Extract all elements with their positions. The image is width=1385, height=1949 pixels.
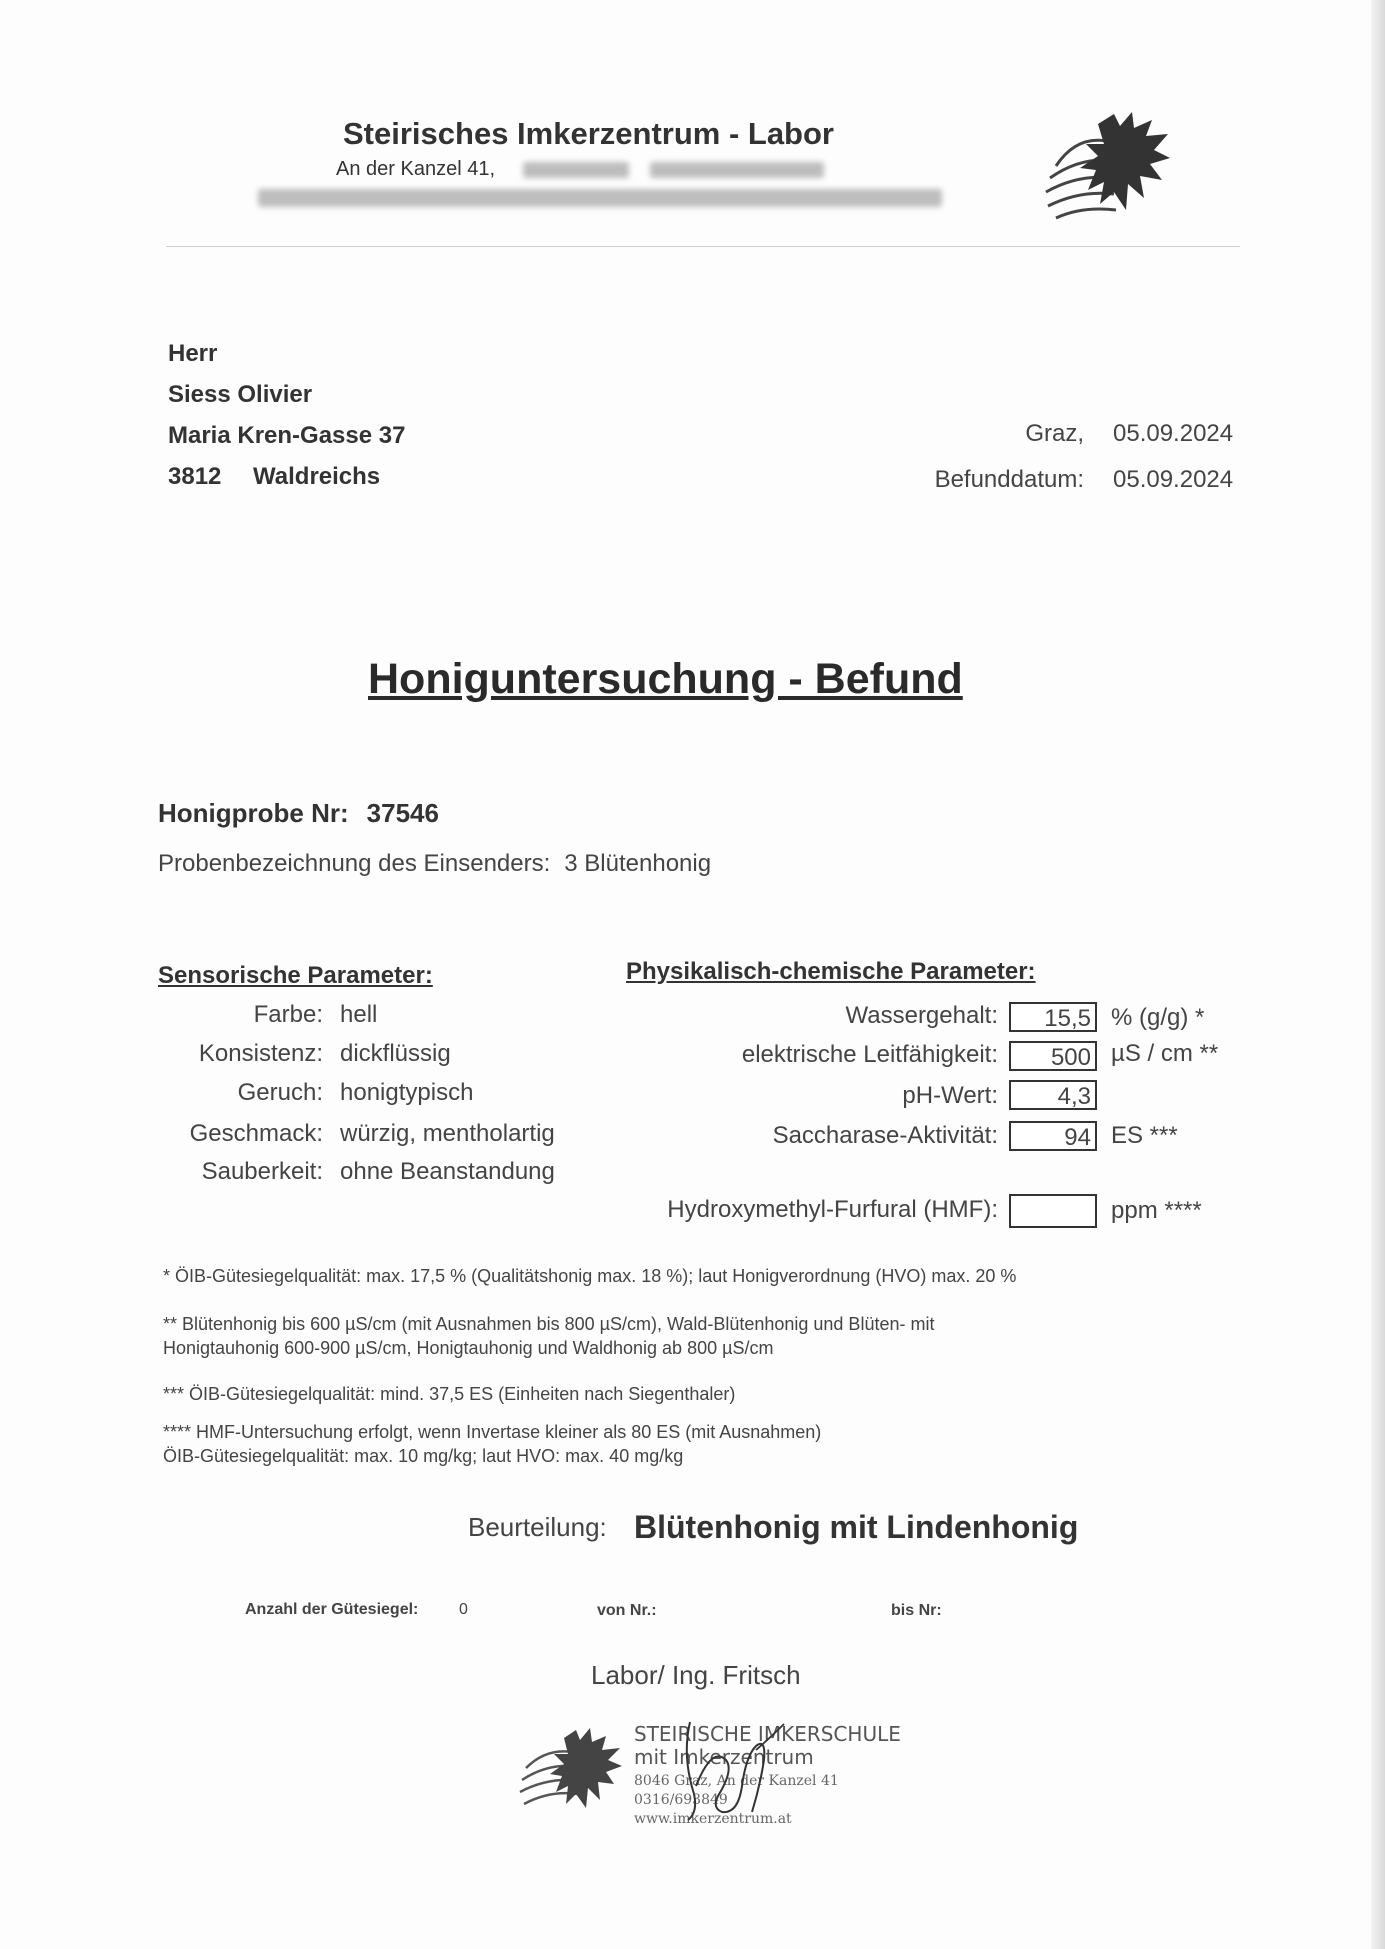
befund-date-label: Befunddatum: [934, 466, 1084, 493]
physchem-value-box: 4,3 [1009, 1080, 1097, 1110]
sensory-label: Geschmack: [189, 1120, 323, 1147]
befund-date: 05.09.2024 [1113, 466, 1234, 493]
sample-designation: 3 Blütenhonig [564, 850, 712, 877]
physchem-unit: µS / cm ** [1111, 1040, 1219, 1067]
physchem-unit: ES *** [1111, 1122, 1178, 1149]
sensory-label: Konsistenz: [198, 1040, 323, 1067]
physchem-label: Hydroxymethyl-Furfural (HMF): [667, 1196, 998, 1223]
seal-count: 0 [459, 1601, 468, 1618]
place-label: Graz, [1025, 420, 1084, 447]
recipient-salutation: Herr [168, 340, 218, 367]
recipient-street: Maria Kren-Gasse 37 [168, 422, 406, 449]
recipient-name: Siess Olivier [168, 381, 313, 408]
physchem-value-box: 94 [1009, 1121, 1097, 1151]
assessment-label: Beurteilung: [468, 1512, 607, 1542]
place-date: 05.09.2024 [1113, 420, 1234, 447]
stamp-line-2: mit Imkerzentrum [634, 1745, 814, 1769]
sensory-label: Farbe: [253, 1001, 323, 1028]
sample-designation-label: Probenbezeichnung des Einsenders: [158, 850, 551, 877]
lab-address-street: An der Kanzel 41, [336, 158, 495, 180]
lab-name: Steirisches Imkerzentrum - Labor [343, 116, 834, 151]
sensory-value: dickflüssig [340, 1040, 451, 1067]
sample-designation-line [158, 850, 711, 878]
sensory-label: Geruch: [237, 1079, 323, 1106]
sensory-label: Sauberkeit: [201, 1158, 323, 1185]
stamp-line-1: STEIRISCHE IMKERSCHULE [634, 1722, 901, 1746]
physchem-unit: ppm **** [1111, 1197, 1202, 1224]
physchem-value-box: 500 [1009, 1041, 1097, 1071]
sample-number: 37546 [366, 798, 439, 828]
lab-person: Labor/ Ing. Fritsch [591, 1660, 801, 1690]
seal-count-label: Anzahl der Gütesiegel: [245, 1601, 419, 1618]
sensory-value: würzig, mentholartig [340, 1120, 555, 1147]
report-title: Honiguntersuchung - Befund [368, 655, 963, 703]
stamp-line-4: 0316/693849 [634, 1792, 728, 1808]
sensory-value: hell [340, 1001, 378, 1028]
physchem-label: Saccharase-Aktivität: [772, 1122, 998, 1149]
recipient-zip: 3812 [168, 463, 222, 490]
seal-from-label: von Nr.: [597, 1602, 657, 1619]
physchem-heading: Physikalisch-chemische Parameter: [626, 958, 1036, 985]
redacted-email-homepage [258, 189, 942, 207]
physchem-value-box: 15,5 [1009, 1002, 1097, 1032]
handwritten-signature [660, 1716, 800, 1826]
physchem-label: pH-Wert: [902, 1082, 998, 1109]
footnote-4a: **** HMF-Untersuchung erfolgt, wenn Invertase kleiner als 80 ES (mit Ausnahmen) [163, 1422, 822, 1442]
footnote-2a: ** Blütenhonig bis 600 µS/cm (mit Ausnahmen bis 800 µS/cm), Wald-Blütenhonig und Blüten- mit [163, 1314, 935, 1334]
assessment-value: Blütenhonig mit Lindenhonig [634, 1509, 1079, 1545]
redacted-phone [523, 162, 629, 178]
footnote-2b: Honigtauhonig 600-900 µS/cm, Honigtauhonig und Waldhonig ab 800 µS/cm [163, 1338, 774, 1358]
page-edge-shadow [1371, 0, 1385, 1949]
redacted-phone-2 [650, 162, 824, 178]
footnote-4b: ÖIB-Gütesiegelqualität: max. 10 mg/kg; laut HVO: max. 40 mg/kg [163, 1446, 684, 1466]
stamp-logo [516, 1724, 624, 1814]
sensory-value: honigtypisch [340, 1079, 474, 1106]
sample-number-label: Honigprobe Nr: [158, 798, 349, 828]
physchem-unit: % (g/g) * [1111, 1004, 1205, 1031]
footnote-1: * ÖIB-Gütesiegelqualität: max. 17,5 % (Qualitätshonig max. 18 %); laut Honigverordnung (HVO) max. 20 % [163, 1266, 1017, 1286]
physchem-label: elektrische Leitfähigkeit: [741, 1041, 998, 1068]
seal-to-label: bis Nr: [891, 1602, 942, 1619]
physchem-label: Wassergehalt: [845, 1002, 998, 1029]
stamp-line-3: 8046 Graz, An der Kanzel 41 [634, 1773, 839, 1789]
beehive-panther-logo [1036, 106, 1176, 224]
footnote-3: *** ÖIB-Gütesiegelqualität: mind. 37,5 ES (Einheiten nach Siegenthaler) [163, 1384, 736, 1404]
lab-address [336, 158, 824, 181]
stamp-line-5: www.imkerzentrum.at [634, 1811, 792, 1827]
physchem-value-box [1009, 1194, 1097, 1228]
sample-number-line [158, 798, 439, 829]
recipient-city: Waldreichs [253, 463, 381, 490]
sensory-heading: Sensorische Parameter: [158, 962, 433, 989]
header-divider [166, 246, 1240, 247]
sensory-value: ohne Beanstandung [340, 1158, 555, 1185]
